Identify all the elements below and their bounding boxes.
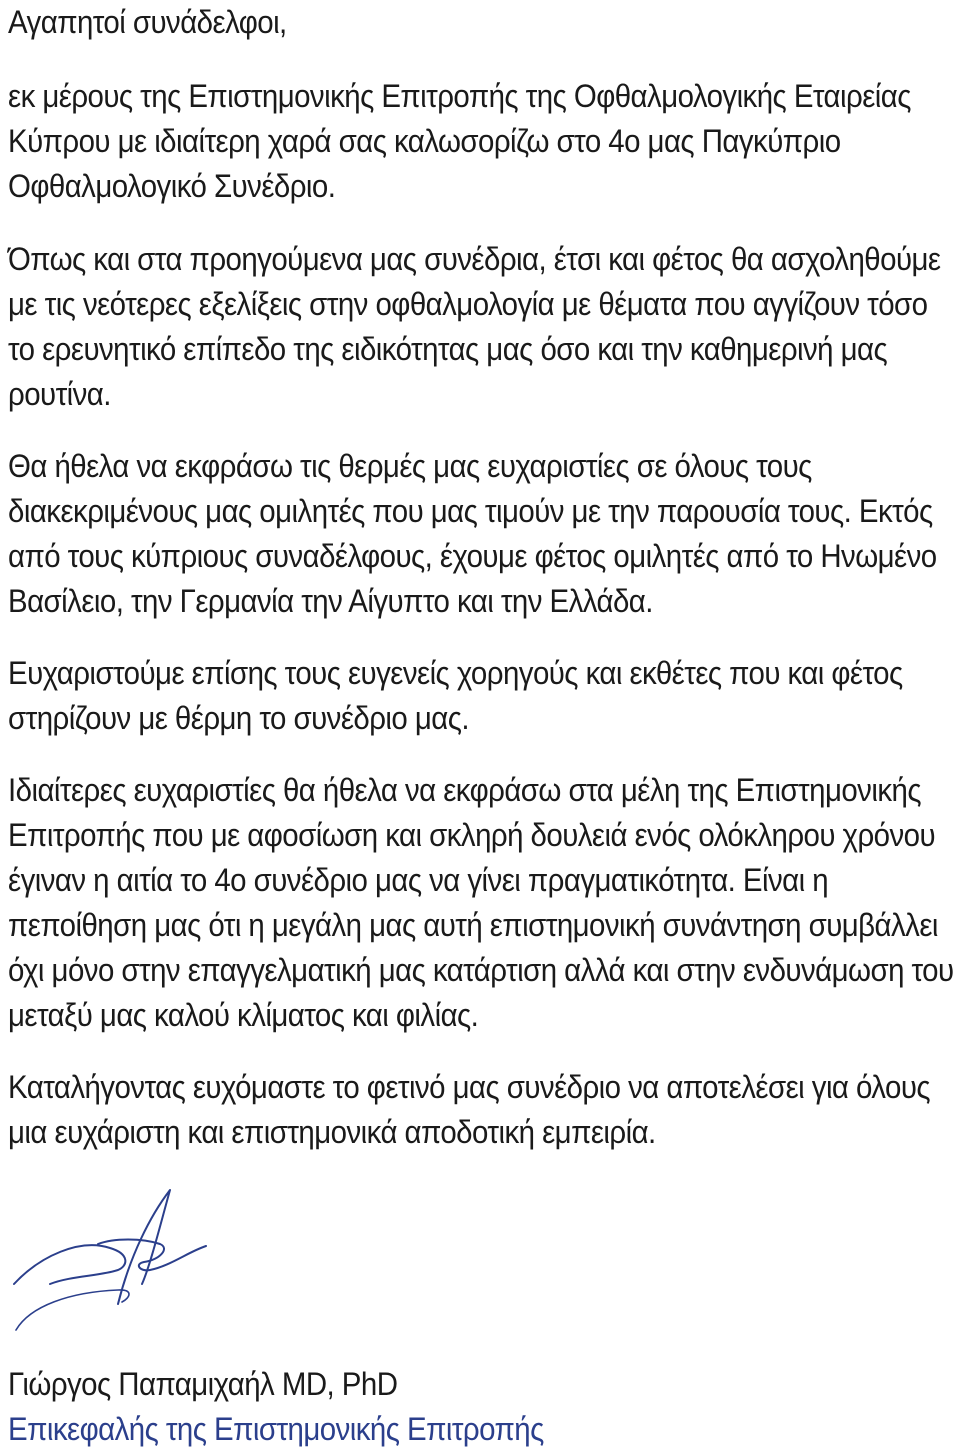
letter-text	[8, 0, 956, 1155]
signatory-name: Γιώργος Παπαμιχαήλ MD, PhD	[8, 1366, 398, 1402]
signatory-role: Επικεφαλής της Επιστημονικής Επιτροπής	[8, 1411, 544, 1447]
greeting: Αγαπητοί συνάδελφοι,	[8, 4, 287, 40]
signature-stroke	[14, 1245, 125, 1284]
paragraph-closing: Καταλήγοντας ευχόμαστε το φετινό μας συνέδριο να αποτελέσει για όλους μια ευχάριστη και επιστημονικά αποδοτική εμπειρία.	[8, 1069, 931, 1150]
signature-stroke	[16, 1290, 129, 1330]
paragraph-committee: Ιδιαίτερες ευχαριστίες θα ήθελα να εκφράσω στα μέλη της Επιστημονικής Επιτροπής που με αφοσίωση και σκληρή δουλειά ενός ολόκληρου χρόνου έγιναν η αιτία το 4ο συνέδριο μας να γίνει πραγματικότητα. Είναι η πεποίθηση μας ότι η μεγάλη μας αυτή επιστημονική συνάντηση συμβάλλει όχι μόνο στην επαγγελματική μας κατάρτιση αλλά και στην ενδυνάμωση του μεταξύ μας καλού κλίματος και φιλίας.	[8, 772, 954, 1033]
paragraph-topics: Όπως και στα προηγούμενα μας συνέδρια, έτσι και φέτος θα ασχοληθούμε με τις νεότερες εξελίξεις στην οφθαλμολογία με θέματα που αγγίζουν τόσο το ερευνητικό επίπεδο της ειδικότητας μας όσο και την καθημερινή μας ρουτίνα.	[8, 241, 941, 412]
paragraph-welcome: εκ μέρους της Επιστημονικής Επιτροπής της Οφθαλμολογικής Εταιρείας Κύπρου με ιδιαίτερη χαρά σας καλωσορίζω στο 4ο μας Παγκύπριο Οφθαλμολογικό Συνέδριο.	[8, 78, 911, 204]
paragraph-sponsors: Ευχαριστούμε επίσης τους ευγενείς χορηγούς και εκθέτες που και φέτος στηρίζουν με θέρμη το συνέδριο μας.	[8, 655, 903, 736]
letter-body	[8, 0, 958, 1155]
signature-icon	[10, 1186, 210, 1336]
paragraph-speakers: Θα ήθελα να εκφράσω τις θερμές μας ευχαριστίες σε όλους τους διακεκριμένους μας ομιλητές που μας τιμούν με την παρουσία τους. Εκτός από τους κύπριους συναδέλφους, έχουμε φέτος ομιλητές από το Ηνωμένο Βασίλειο, την Γερμανία την Αίγυπτο και την Ελλάδα.	[8, 448, 937, 619]
signature-stroke	[118, 1190, 170, 1304]
